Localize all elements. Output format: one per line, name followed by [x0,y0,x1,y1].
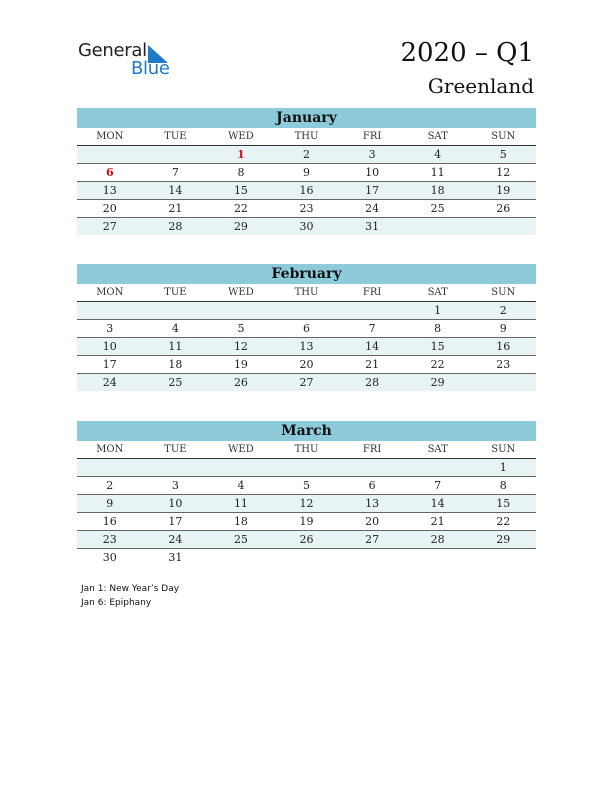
week-row [77,164,536,182]
day-cell: 5 [303,479,311,492]
weekday-label: THU [294,444,319,455]
month-calendar-march [77,421,536,566]
day-cell: 20 [299,358,314,371]
day-cell: 19 [233,358,248,371]
day-cell: 11 [430,166,445,179]
day-cell: 22 [496,515,511,528]
day-cell: 11 [233,497,248,510]
day-cell: 6 [303,322,311,335]
day-cell [339,459,405,476]
day-cell: 27 [299,376,314,389]
day-cell: 7 [368,322,376,335]
day-cell: 28 [430,533,445,546]
page-title: 2020 – Q1 [400,38,534,68]
week-row [77,302,536,320]
holiday-note: Jan 6: Epiphany [81,598,152,608]
day-cell: 29 [496,533,511,546]
day-cell [77,459,143,476]
page-subtitle: Greenland [427,74,534,98]
day-cell [208,549,274,566]
day-cell: 26 [299,533,314,546]
day-cell [470,218,536,235]
logo [78,40,188,80]
day-cell: 17 [102,358,117,371]
day-cell: 3 [171,479,179,492]
week-row [77,338,536,356]
day-cell: 3 [106,322,114,335]
day-cell: 20 [365,515,380,528]
day-cell: 29 [430,376,445,389]
weekday-label: WED [228,444,254,455]
holiday-note: Jan 1: New Year’s Day [81,584,180,594]
day-cell: 12 [299,497,314,510]
day-cell: 18 [168,358,183,371]
day-cell: 23 [496,358,511,371]
weekday-label: TUE [164,444,187,455]
day-cell: 4 [237,479,245,492]
weekday-label: TUE [164,131,187,142]
day-cell [208,459,274,476]
day-cell [274,459,340,476]
weekday-label: MON [96,131,124,142]
weekday-label: THU [294,287,319,298]
month-calendar-january [77,108,536,235]
day-cell: 24 [168,533,183,546]
weekday-header-row [77,441,536,459]
day-cell [405,459,471,476]
day-cell: 16 [102,515,117,528]
week-row [77,182,536,200]
day-cell [77,302,143,319]
weekday-label: MON [96,287,124,298]
day-cell: 5 [237,322,245,335]
day-cell: 30 [102,551,117,564]
weekday-label: SUN [491,131,516,142]
day-cell: 27 [102,220,117,233]
day-cell: 28 [168,220,183,233]
day-cell: 15 [233,184,248,197]
day-cell: 16 [299,184,314,197]
day-cell: 18 [233,515,248,528]
day-cell: 28 [365,376,380,389]
day-cell [470,374,536,391]
day-cell: 5 [499,148,507,161]
month-calendar-february [77,264,536,391]
day-cell: 17 [168,515,183,528]
day-cell: 25 [168,376,183,389]
week-row [77,356,536,374]
day-cell: 24 [102,376,117,389]
day-cell: 3 [368,148,376,161]
week-row [77,513,536,531]
weekday-label: TUE [164,287,187,298]
day-cell: 2 [106,479,114,492]
month-name: January [77,108,536,128]
week-row [77,320,536,338]
day-cell: 21 [168,202,183,215]
week-row [77,549,536,566]
weekday-label: SUN [491,444,516,455]
weekday-label: SAT [427,444,448,455]
day-cell: 8 [434,322,442,335]
day-cell: 19 [496,184,511,197]
month-name: February [77,264,536,284]
holiday-notes [81,582,179,610]
weekday-label: FRI [362,287,382,298]
day-cell: 13 [102,184,117,197]
day-cell: 12 [496,166,511,179]
day-cell: 21 [430,515,445,528]
day-cell: 30 [299,220,314,233]
weekday-label: SUN [491,287,516,298]
day-cell: 8 [499,479,507,492]
day-cell [208,302,274,319]
day-cell [143,146,209,163]
day-cell: 9 [499,322,507,335]
day-cell: 10 [102,340,117,353]
day-cell: 10 [365,166,380,179]
day-cell: 4 [171,322,179,335]
month-name: March [77,421,536,441]
day-cell: 2 [499,304,507,317]
day-cell: 25 [233,533,248,546]
day-cell [274,302,340,319]
day-cell: 9 [303,166,311,179]
day-cell: 4 [434,148,442,161]
day-cell: 12 [233,340,248,353]
day-cell: 24 [365,202,380,215]
day-cell [339,302,405,319]
day-cell: 25 [430,202,445,215]
day-cell [77,146,143,163]
weekday-label: SAT [427,287,448,298]
day-cell: 26 [496,202,511,215]
week-row [77,531,536,549]
day-cell: 1 [237,148,245,161]
day-cell: 7 [171,166,179,179]
day-cell: 11 [168,340,183,353]
logo-text-general: General [78,40,147,61]
day-cell: 17 [365,184,380,197]
day-cell [274,549,340,566]
logo-text-blue: Blue [131,58,170,79]
day-cell: 7 [434,479,442,492]
week-row [77,374,536,391]
weekday-label: WED [228,131,254,142]
weekday-label: SAT [427,131,448,142]
day-cell: 16 [496,340,511,353]
day-cell: 22 [430,358,445,371]
weekday-label: MON [96,444,124,455]
day-cell: 20 [102,202,117,215]
day-cell: 15 [430,340,445,353]
weekday-label: WED [228,287,254,298]
day-cell: 14 [168,184,183,197]
day-cell: 6 [105,166,114,179]
day-cell: 23 [299,202,314,215]
day-cell: 14 [365,340,380,353]
day-cell [339,549,405,566]
weekday-header-row [77,284,536,302]
day-cell [143,459,209,476]
day-cell: 19 [299,515,314,528]
weekday-label: THU [294,131,319,142]
day-cell: 9 [106,497,114,510]
week-row [77,200,536,218]
day-cell: 8 [237,166,245,179]
week-row [77,146,536,164]
weekday-header-row [77,128,536,146]
day-cell: 6 [368,479,376,492]
day-cell [143,302,209,319]
day-cell: 15 [496,497,511,510]
day-cell: 18 [430,184,445,197]
day-cell: 22 [233,202,248,215]
day-cell [405,549,471,566]
day-cell: 27 [365,533,380,546]
day-cell: 13 [365,497,380,510]
week-row [77,477,536,495]
day-cell [470,549,536,566]
weekday-label: FRI [362,444,382,455]
week-row [77,218,536,235]
day-cell: 26 [233,376,248,389]
day-cell: 21 [365,358,380,371]
day-cell [405,218,471,235]
week-row [77,459,536,477]
day-cell: 1 [499,461,507,474]
day-cell: 1 [434,304,442,317]
day-cell: 23 [102,533,117,546]
week-row [77,495,536,513]
day-cell: 29 [233,220,248,233]
day-cell: 31 [168,551,183,564]
day-cell: 2 [303,148,311,161]
day-cell: 31 [365,220,380,233]
day-cell: 10 [168,497,183,510]
day-cell: 13 [299,340,314,353]
day-cell: 14 [430,497,445,510]
weekday-label: FRI [362,131,382,142]
